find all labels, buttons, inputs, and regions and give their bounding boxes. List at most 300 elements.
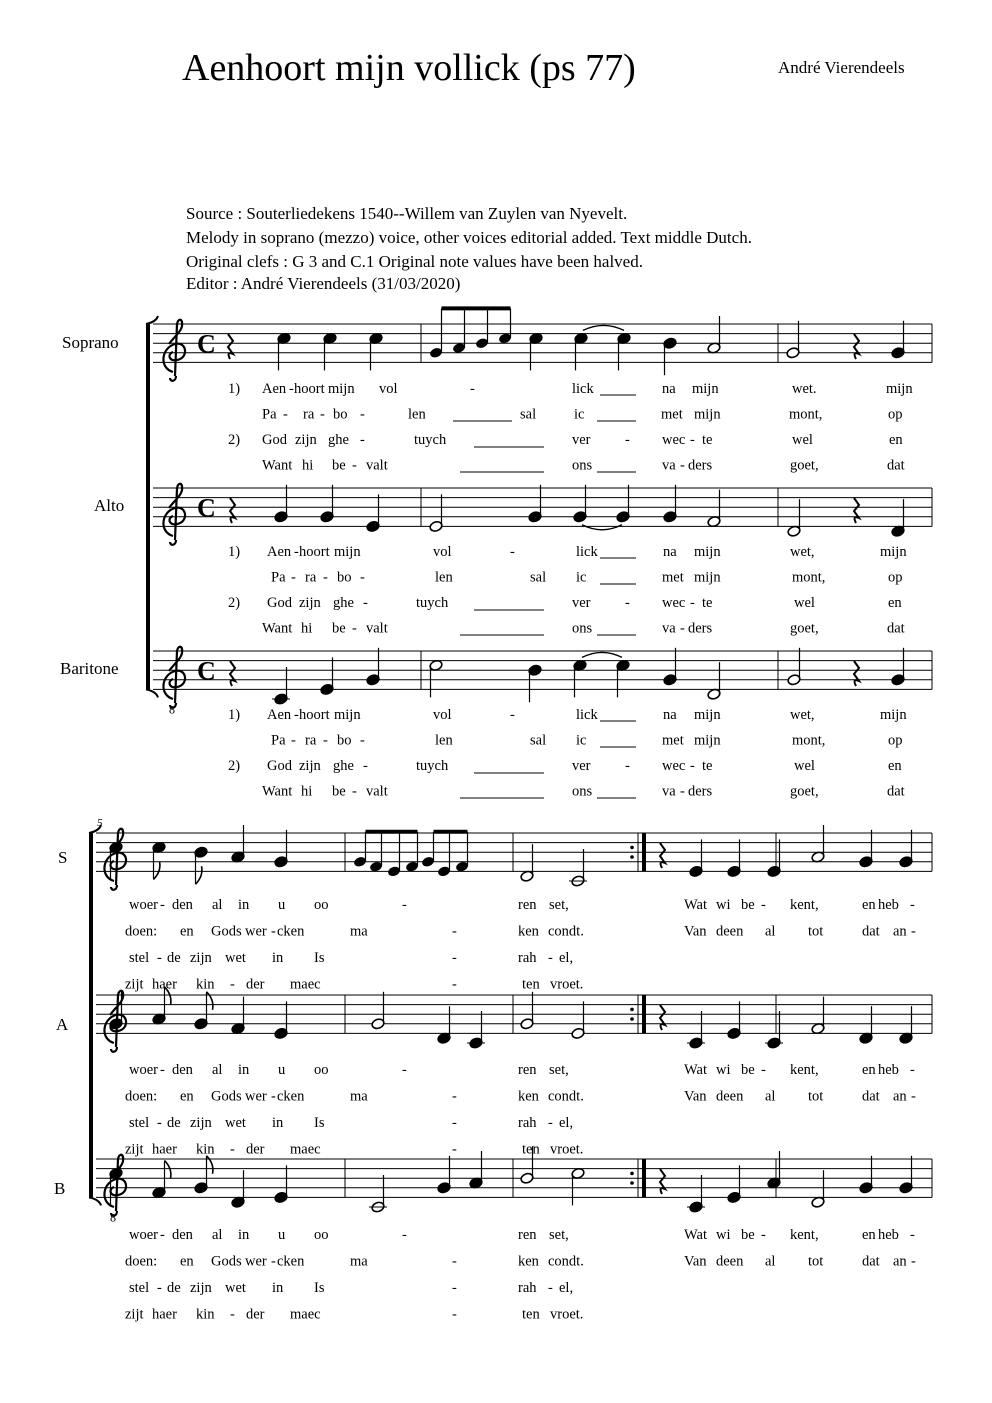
lyric-syllable: be xyxy=(741,897,755,913)
lyric-syllable: - xyxy=(680,620,685,637)
lyric-syllable: mijn xyxy=(334,707,361,723)
lyric-syllable: - xyxy=(360,732,365,749)
lyric-syllable: hoort xyxy=(294,381,325,397)
lyric-syllable: set, xyxy=(549,1062,569,1078)
lyric-syllable: Aen xyxy=(267,544,292,560)
tie xyxy=(583,325,624,330)
lyric-syllable: Wat xyxy=(684,1062,707,1078)
lyric-syllable: - xyxy=(910,897,915,913)
lyric-syllable: oo xyxy=(314,897,329,913)
measure-number: 5 xyxy=(97,817,103,829)
lyric-syllable: cken xyxy=(277,1253,305,1270)
treble-clef-icon xyxy=(163,484,185,545)
lyric-syllable: Wat xyxy=(684,897,707,913)
lyric-syllable: - xyxy=(230,976,235,993)
lyric-syllable: deen xyxy=(716,923,744,940)
treble-clef-icon xyxy=(104,1155,126,1216)
lyric-syllable: - xyxy=(360,406,365,423)
lyric-syllable: mijn xyxy=(886,381,913,397)
lyric-syllable: ken xyxy=(518,1253,539,1270)
lyric-syllable: mijn xyxy=(694,732,721,749)
quarter-rest xyxy=(660,843,665,868)
lyric-syllable: zijn xyxy=(299,595,321,611)
lyric-syllable: en xyxy=(862,897,876,913)
lyric-syllable: den xyxy=(172,897,193,913)
lyric-syllable: - xyxy=(352,783,357,800)
lyric-syllable: va xyxy=(662,620,676,637)
lyric-syllable: mont, xyxy=(792,732,826,749)
lyric-syllable: wec xyxy=(662,758,686,774)
lyric-syllable: - xyxy=(470,381,475,397)
lyric-syllable: wet, xyxy=(790,544,815,560)
lyric-syllable: - xyxy=(271,923,276,940)
lyric-syllable: len xyxy=(408,406,426,423)
lyric-syllable: vol xyxy=(433,707,452,723)
voice-label-b: B xyxy=(54,1179,66,1198)
lyric-syllable: - xyxy=(402,1227,407,1243)
lyric-syllable: hi xyxy=(301,783,313,800)
lyric-syllable: ten xyxy=(522,1306,540,1323)
lyric-syllable: wer xyxy=(245,1088,267,1105)
lyric-syllable: - xyxy=(160,1062,165,1078)
lyric-syllable: an xyxy=(893,1088,907,1105)
lyric-syllable: doen: xyxy=(125,923,158,940)
voice-label-baritone: Baritone xyxy=(60,659,119,678)
lyric-syllable: wet, xyxy=(790,707,815,723)
lyric-syllable: God xyxy=(262,432,287,448)
quarter-rest xyxy=(230,661,235,686)
lyric-syllable: - xyxy=(690,758,695,774)
lyric-syllable: - xyxy=(680,783,685,800)
lyric-syllable: wec xyxy=(662,432,686,448)
voice-label-alto: Alto xyxy=(94,496,125,515)
lyric-syllable: - xyxy=(510,707,515,723)
lyric-syllable: wi xyxy=(716,897,731,913)
lyric-syllable: - xyxy=(289,381,294,397)
lyric-syllable: ren xyxy=(518,897,537,913)
lyric-syllable: dat xyxy=(862,1088,880,1105)
lyric-syllable: hoort xyxy=(299,707,330,723)
lyric-syllable: vol xyxy=(433,544,452,560)
lyric-syllable: wec xyxy=(662,595,686,611)
bracket-hook xyxy=(146,316,158,324)
lyric-syllable: va xyxy=(662,783,676,800)
lyric-syllable: - xyxy=(323,732,328,749)
lyric-syllable: be xyxy=(332,620,346,637)
lyric-syllable: den xyxy=(172,1227,193,1243)
lyric-syllable: in xyxy=(238,897,250,913)
lyric-syllable: 1) xyxy=(228,381,241,397)
lyric-syllable: u xyxy=(278,1227,286,1243)
lyric-syllable: an xyxy=(893,1253,907,1270)
lyric-syllable: - xyxy=(291,569,296,586)
lyric-syllable: - xyxy=(910,1062,915,1078)
lyric-syllable: dat xyxy=(862,923,880,940)
clefs-note: Original clefs : G 3 and C.1 Original note values have been halved. xyxy=(186,252,643,271)
lyric-syllable: 2) xyxy=(228,595,241,611)
lyric-syllable: - xyxy=(271,1253,276,1270)
lyric-syllable: woer xyxy=(129,1227,158,1243)
lyric-syllable: wer xyxy=(245,1253,267,1270)
lyric-syllable: der xyxy=(246,976,265,993)
page-title: Aenhoort mijn vollick (ps 77) xyxy=(182,47,636,89)
lyric-syllable: Is xyxy=(314,1115,325,1131)
lyric-syllable: heb xyxy=(878,1227,899,1243)
lyric-syllable: ten xyxy=(522,1141,540,1158)
lyric-syllable: u xyxy=(278,1062,286,1078)
lyric-syllable: - xyxy=(160,897,165,913)
lyric-syllable: Van xyxy=(684,1088,707,1105)
repeat-dot xyxy=(630,855,634,859)
lyric-syllable: sal xyxy=(520,406,537,423)
lyric-syllable: Is xyxy=(314,950,325,966)
lyric-syllable: hi xyxy=(301,620,313,637)
lyric-syllable: wi xyxy=(716,1227,731,1243)
lyric-syllable: mijn xyxy=(880,544,907,560)
lyric-syllable: wer xyxy=(245,923,267,940)
lyric-syllable: - xyxy=(283,406,288,423)
lyric-syllable: kin xyxy=(196,1306,215,1323)
lyric-syllable: - xyxy=(271,1088,276,1105)
lyric-syllable: ren xyxy=(518,1062,537,1078)
time-signature: C xyxy=(197,493,216,523)
lyric-syllable: ghe xyxy=(333,595,354,611)
lyric-syllable: 2) xyxy=(228,758,241,774)
lyric-syllable: - xyxy=(625,595,630,611)
lyric-syllable: sal xyxy=(530,732,547,749)
lyric-syllable: met xyxy=(662,569,684,586)
lyric-syllable: hoort xyxy=(299,544,330,560)
lyric-syllable: der xyxy=(246,1306,265,1323)
lyric-syllable: woer xyxy=(129,1062,158,1078)
lyric-syllable: va xyxy=(662,457,676,474)
lyric-syllable: bo xyxy=(337,569,352,586)
tie xyxy=(582,652,622,657)
lyric-syllable: wet xyxy=(225,1115,246,1131)
lyric-syllable: vol xyxy=(379,381,398,397)
lyric-syllable: ken xyxy=(518,923,539,940)
quarter-rest xyxy=(228,334,233,359)
lyric-syllable: condt. xyxy=(548,923,584,940)
lyric-syllable: - xyxy=(910,1227,915,1243)
lyric-syllable: en xyxy=(889,432,903,448)
lyric-syllable: maec xyxy=(290,1141,321,1158)
repeat-dot xyxy=(630,1017,634,1021)
lyric-syllable: Want xyxy=(262,620,293,637)
lyric-syllable: maec xyxy=(290,1306,321,1323)
lyric-syllable: - xyxy=(761,1062,766,1078)
lyric-syllable: oo xyxy=(314,1062,329,1078)
lyric-syllable: - xyxy=(402,897,407,913)
lyric-syllable: lick xyxy=(572,381,594,397)
quarter-rest xyxy=(660,1169,665,1194)
lyric-syllable: en xyxy=(180,1088,194,1105)
lyric-syllable: te xyxy=(702,595,713,611)
lyric-syllable: mont, xyxy=(789,406,823,423)
lyric-syllable: - xyxy=(160,1227,165,1243)
lyric-syllable: zijt xyxy=(125,1306,144,1323)
lyric-syllable: en xyxy=(888,595,902,611)
lyric-syllable: Gods xyxy=(211,923,242,940)
lyric-syllable: Pa xyxy=(271,732,286,749)
treble-clef-icon xyxy=(163,484,185,545)
tie xyxy=(582,525,622,530)
lyric-syllable: stel xyxy=(129,1280,150,1296)
lyric-syllable: mijn xyxy=(694,569,721,586)
lyric-syllable: wet xyxy=(225,950,246,966)
lyric-syllable: kent, xyxy=(790,1062,819,1078)
lyric-syllable: Wat xyxy=(684,1227,707,1243)
lyric-syllable: tot xyxy=(808,923,824,940)
lyric-syllable: tot xyxy=(808,1088,824,1105)
lyric-syllable: be xyxy=(332,457,346,474)
lyric-syllable: - xyxy=(452,923,457,940)
lyric-syllable: hi xyxy=(302,457,314,474)
lyric-syllable: haer xyxy=(152,1306,177,1323)
lyric-syllable: u xyxy=(278,897,286,913)
note-flag xyxy=(165,1161,171,1179)
lyric-syllable: Van xyxy=(684,1253,707,1270)
lyric-syllable: wi xyxy=(716,1062,731,1078)
lyric-syllable: dat xyxy=(862,1253,880,1270)
lyric-syllable: el, xyxy=(559,1280,574,1296)
lyric-syllable: op xyxy=(888,406,903,423)
lyric-syllable: in xyxy=(238,1062,250,1078)
lyric-syllable: mijn xyxy=(880,707,907,723)
lyric-syllable: - xyxy=(157,1280,162,1296)
lyric-syllable: dat xyxy=(887,783,905,800)
lyric-syllable: ders xyxy=(688,620,713,637)
lyric-syllable: wel xyxy=(794,595,815,611)
lyric-syllable: ten xyxy=(522,976,540,993)
lyric-syllable: - xyxy=(360,432,365,448)
lyric-syllable: oo xyxy=(314,1227,329,1243)
lyric-syllable: al xyxy=(765,1088,776,1105)
lyric-syllable: - xyxy=(911,1253,916,1270)
lyric-syllable: vroet. xyxy=(550,976,584,993)
lyric-syllable: rah xyxy=(518,1280,537,1296)
lyric-syllable: in xyxy=(272,950,284,966)
lyric-syllable: zijt xyxy=(125,976,144,993)
lyric-syllable: na xyxy=(662,381,676,397)
lyric-syllable: valt xyxy=(366,620,388,637)
treble-clef-icon xyxy=(163,647,185,708)
lyric-syllable: bo xyxy=(337,732,352,749)
lyric-syllable: - xyxy=(452,1253,457,1270)
lyric-syllable: - xyxy=(452,976,457,993)
lyric-syllable: ma xyxy=(350,923,368,940)
lyric-syllable: set, xyxy=(549,1227,569,1243)
lyric-syllable: wet xyxy=(225,1280,246,1296)
lyric-syllable: - xyxy=(452,1280,457,1296)
lyric-syllable: goet, xyxy=(790,620,819,637)
lyric-syllable: - xyxy=(291,732,296,749)
lyric-syllable: en xyxy=(862,1227,876,1243)
lyric-syllable: - xyxy=(452,1306,457,1323)
lyric-syllable: - xyxy=(294,544,299,560)
lyric-syllable: mijn xyxy=(334,544,361,560)
lyric-syllable: lick xyxy=(576,707,598,723)
lyric-syllable: den xyxy=(172,1062,193,1078)
lyric-syllable: 1) xyxy=(228,707,241,723)
lyric-syllable: zijn xyxy=(295,432,317,448)
lyric-syllable: - xyxy=(911,923,916,940)
treble-clef-icon xyxy=(104,1155,126,1216)
lyric-syllable: met xyxy=(662,732,684,749)
lyric-syllable: zijn xyxy=(299,758,321,774)
lyric-syllable: God xyxy=(267,595,292,611)
lyric-syllable: doen: xyxy=(125,1088,158,1105)
lyric-syllable: en xyxy=(888,758,902,774)
lyric-syllable: de xyxy=(167,1280,181,1296)
lyric-syllable: valt xyxy=(366,457,388,474)
lyric-syllable: Van xyxy=(684,923,707,940)
lyric-syllable: ders xyxy=(688,457,713,474)
lyric-syllable: cken xyxy=(277,1088,305,1105)
lyric-syllable: mijn xyxy=(692,381,719,397)
lyric-syllable: deen xyxy=(716,1253,744,1270)
lyric-syllable: - xyxy=(294,707,299,723)
repeat-dot xyxy=(630,1008,634,1012)
lyric-syllable: ders xyxy=(688,783,713,800)
lyric-syllable: woer xyxy=(129,897,158,913)
lyric-syllable: op xyxy=(888,732,903,749)
lyric-syllable: ma xyxy=(350,1253,368,1270)
lyric-syllable: ons xyxy=(572,783,593,800)
lyric-syllable: op xyxy=(888,569,903,586)
composer-name: André Vierendeels xyxy=(778,58,905,77)
octave-mark: 8 xyxy=(169,702,175,717)
lyric-syllable: en xyxy=(180,923,194,940)
lyric-syllable: ken xyxy=(518,1088,539,1105)
lyric-syllable: ons xyxy=(572,457,593,474)
lyric-syllable: len xyxy=(435,732,453,749)
lyric-syllable: Aen xyxy=(267,707,292,723)
lyric-syllable: kin xyxy=(196,976,215,993)
lyric-syllable: Gods xyxy=(211,1253,242,1270)
lyric-syllable: haer xyxy=(152,1141,177,1158)
lyric-syllable: - xyxy=(230,1141,235,1158)
treble-clef-icon xyxy=(163,320,185,381)
lyric-syllable: mijn xyxy=(694,544,721,560)
lyric-syllable: heb xyxy=(878,897,899,913)
lyric-syllable: ma xyxy=(350,1088,368,1105)
lyric-syllable: al xyxy=(765,1253,776,1270)
lyric-syllable: - xyxy=(761,1227,766,1243)
lyric-syllable: wel xyxy=(792,432,813,448)
lyric-syllable: - xyxy=(452,1088,457,1105)
lyric-syllable: zijn xyxy=(190,1280,212,1296)
lyric-syllable: Is xyxy=(314,1280,325,1296)
lyric-syllable: - xyxy=(323,569,328,586)
lyric-syllable: maec xyxy=(290,976,321,993)
lyric-syllable: tuych xyxy=(416,758,449,774)
lyric-syllable: - xyxy=(761,897,766,913)
lyric-syllable: al xyxy=(212,897,223,913)
lyric-syllable: deen xyxy=(716,1088,744,1105)
lyric-syllable: stel xyxy=(129,1115,150,1131)
lyric-syllable: te xyxy=(702,758,713,774)
lyric-syllable: vroet. xyxy=(550,1306,584,1323)
lyric-syllable: dat xyxy=(887,620,905,637)
lyric-syllable: al xyxy=(212,1227,223,1243)
lyric-syllable: Aen xyxy=(262,381,287,397)
lyric-syllable: - xyxy=(510,544,515,560)
lyric-syllable: doen: xyxy=(125,1253,158,1270)
lyric-syllable: - xyxy=(157,950,162,966)
lyric-syllable: kent, xyxy=(790,1227,819,1243)
bracket-hook xyxy=(146,689,158,697)
lyric-syllable: - xyxy=(625,758,630,774)
lyric-syllable: in xyxy=(272,1115,284,1131)
lyric-syllable: ra xyxy=(305,732,317,749)
lyric-syllable: - xyxy=(690,432,695,448)
lyric-syllable: an xyxy=(893,923,907,940)
lyric-syllable: ver xyxy=(572,595,591,611)
time-signature: C xyxy=(197,656,216,686)
treble-clef-icon xyxy=(104,829,126,890)
lyric-syllable: - xyxy=(680,457,685,474)
lyric-syllable: vroet. xyxy=(550,1141,584,1158)
lyric-syllable: in xyxy=(238,1227,250,1243)
lyric-syllable: - xyxy=(360,569,365,586)
note-flag xyxy=(154,861,160,879)
melody-note: Melody in soprano (mezzo) voice, other voices editorial added. Text middle Dutch. xyxy=(186,228,752,247)
lyric-syllable: kent, xyxy=(790,897,819,913)
quarter-rest xyxy=(854,498,859,523)
lyric-syllable: al xyxy=(212,1062,223,1078)
lyric-syllable: el, xyxy=(559,950,574,966)
lyric-syllable: tuych xyxy=(416,595,449,611)
lyric-syllable: tot xyxy=(808,1253,824,1270)
lyric-syllable: de xyxy=(167,1115,181,1131)
lyric-syllable: te xyxy=(702,432,713,448)
lyric-syllable: el, xyxy=(559,1115,574,1131)
lyric-syllable: mijn xyxy=(694,406,721,423)
lyric-syllable: mijn xyxy=(328,381,355,397)
lyric-syllable: Want xyxy=(262,783,293,800)
lyric-syllable: ghe xyxy=(333,758,354,774)
lyric-syllable: al xyxy=(765,923,776,940)
lyric-syllable: valt xyxy=(366,783,388,800)
voice-label-soprano: Soprano xyxy=(62,333,119,352)
lyric-syllable: in xyxy=(272,1280,284,1296)
lyric-syllable: zijt xyxy=(125,1141,144,1158)
lyric-syllable: ra xyxy=(305,569,317,586)
lyric-syllable: - xyxy=(548,1115,553,1131)
lyric-syllable: bo xyxy=(333,406,348,423)
source-note: Source : Souterliedekens 1540--Willem van Zuylen van Nyevelt. xyxy=(186,204,628,223)
lyric-syllable: - xyxy=(548,1280,553,1296)
lyric-syllable: - xyxy=(320,406,325,423)
lyric-syllable: - xyxy=(157,1115,162,1131)
lyric-syllable: God xyxy=(267,758,292,774)
lyric-syllable: - xyxy=(352,457,357,474)
lyric-syllable: rah xyxy=(518,1115,537,1131)
editor-note: Editor : André Vierendeels (31/03/2020) xyxy=(186,274,461,293)
lyric-syllable: ic xyxy=(576,569,587,586)
lyric-syllable: ons xyxy=(572,620,593,637)
lyric-syllable: - xyxy=(625,432,630,448)
lyric-syllable: cken xyxy=(277,923,305,940)
lyric-syllable: set, xyxy=(549,897,569,913)
lyric-syllable: Pa xyxy=(262,406,277,423)
note-flag xyxy=(196,866,202,884)
repeat-dot xyxy=(630,1181,634,1185)
lyric-syllable: lick xyxy=(576,544,598,560)
lyric-syllable: en xyxy=(862,1062,876,1078)
lyric-syllable: zijn xyxy=(190,1115,212,1131)
